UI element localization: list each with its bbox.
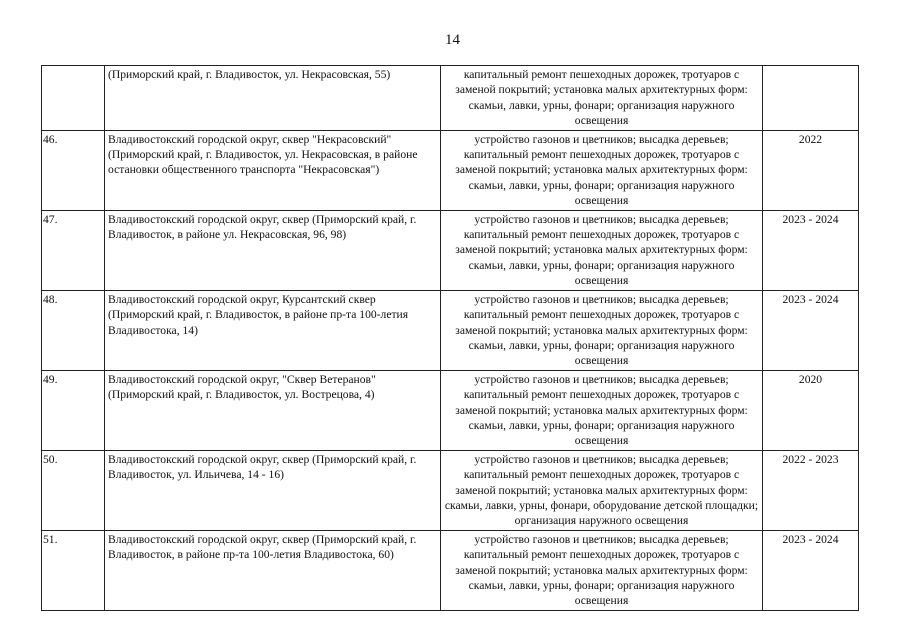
improvement-table bbox=[41, 65, 859, 611]
work-cell: капитальный ремонт пешеходных дорожек, тротуаров с заменой покрытий; установка малых архитектурных форм: скамьи, лавки, урны, фонари; организация наружного освещения bbox=[441, 66, 763, 131]
table-row bbox=[42, 450, 859, 530]
location-cell: Владивостокский городской округ, сквер (Приморский край, г. Владивосток, в районе ул. Некрасовская, 96, 98) bbox=[105, 210, 441, 290]
row-number: 48. bbox=[42, 290, 105, 370]
row-number bbox=[42, 66, 105, 131]
work-cell: устройство газонов и цветников; высадка деревьев; капитальный ремонт пешеходных дорожек, тротуаров с заменой покрытий; установка малых архитектурных форм: скамьи, лавки, урны, фонари; организация наружного освещения bbox=[441, 130, 763, 210]
work-cell: устройство газонов и цветников; высадка деревьев; капитальный ремонт пешеходных дорожек, тротуаров с заменой покрытий; установка малых архитектурных форм: скамьи, лавки, урны, фонари; организация наружного освещения bbox=[441, 370, 763, 450]
table-row bbox=[42, 130, 859, 210]
period-cell: 2023 - 2024 bbox=[763, 290, 859, 370]
table-row bbox=[42, 210, 859, 290]
table-row bbox=[42, 370, 859, 450]
period-cell: 2023 - 2024 bbox=[763, 530, 859, 610]
row-number: 47. bbox=[42, 210, 105, 290]
row-number: 50. bbox=[42, 450, 105, 530]
row-number: 49. bbox=[42, 370, 105, 450]
period-cell bbox=[763, 66, 859, 131]
work-cell: устройство газонов и цветников; высадка деревьев; капитальный ремонт пешеходных дорожек, тротуаров с заменой покрытий; установка малых архитектурных форм: скамьи, лавки, урны, фонари; организация наружного освещения bbox=[441, 290, 763, 370]
location-cell: (Приморский край, г. Владивосток, ул. Некрасовская, 55) bbox=[105, 66, 441, 131]
table-row bbox=[42, 530, 859, 610]
work-cell: устройство газонов и цветников; высадка деревьев; капитальный ремонт пешеходных дорожек, тротуаров с заменой покрытий; установка малых архитектурных форм: скамьи, лавки, урны, фонари; организация наружного освещения bbox=[441, 530, 763, 610]
table-row bbox=[42, 290, 859, 370]
period-cell: 2023 - 2024 bbox=[763, 210, 859, 290]
work-cell: устройство газонов и цветников; высадка деревьев; капитальный ремонт пешеходных дорожек, тротуаров с заменой покрытий; установка малых архитектурных форм: скамьи, лавки, урны, фонари, оборудование детской площадки; организация наружного освещения bbox=[441, 450, 763, 530]
row-number: 51. bbox=[42, 530, 105, 610]
location-cell: Владивостокский городской округ, Курсантский сквер (Приморский край, г. Владивосток, в районе пр-та 100-летия Владивостока, 14) bbox=[105, 290, 441, 370]
table-row bbox=[42, 66, 859, 131]
period-cell: 2022 - 2023 bbox=[763, 450, 859, 530]
work-cell: устройство газонов и цветников; высадка деревьев; капитальный ремонт пешеходных дорожек, тротуаров с заменой покрытий; установка малых архитектурных форм: скамьи, лавки, урны, фонари; организация наружного освещения bbox=[441, 210, 763, 290]
row-number: 46. bbox=[42, 130, 105, 210]
period-cell: 2022 bbox=[763, 130, 859, 210]
page-number: 14 bbox=[445, 32, 460, 48]
location-cell: Владивостокский городской округ, "Сквер Ветеранов" (Приморский край, г. Владивосток, ул. Вострецова, 4) bbox=[105, 370, 441, 450]
period-cell: 2020 bbox=[763, 370, 859, 450]
location-cell: Владивостокский городской округ, сквер (Приморский край, г. Владивосток, в районе пр-та 100-летия Владивостока, 60) bbox=[105, 530, 441, 610]
location-cell: Владивостокский городской округ, сквер "Некрасовский" (Приморский край, г. Владивосток, ул. Некрасовская, в районе остановки общественного транспорта "Некрасовская") bbox=[105, 130, 441, 210]
location-cell: Владивостокский городской округ, сквер (Приморский край, г. Владивосток, ул. Ильичева, 14 - 16) bbox=[105, 450, 441, 530]
